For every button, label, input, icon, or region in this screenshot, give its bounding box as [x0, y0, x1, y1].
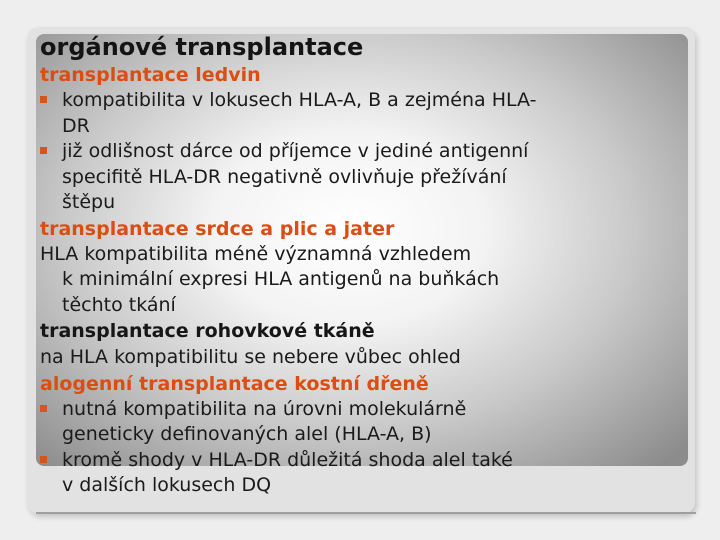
bullet-text-line: geneticky definovaných alel (HLA-A, B)	[62, 423, 432, 445]
bullet-text-line: již odlišnost dárce od příjemce v jediné antigenní	[62, 140, 529, 162]
bullet-text-line: specifitě HLA-DR negativně ovlivňuje přežívání	[62, 165, 507, 188]
body-text-line: na HLA kompatibilitu se nebere vůbec ohled	[40, 346, 461, 368]
square-bullet-icon	[40, 147, 47, 154]
body-text-line: HLA kompatibilita méně významná vzhledem	[40, 242, 472, 265]
bullet-text-line: v dalších lokusech DQ	[62, 474, 272, 496]
body-text-line: těchto tkání	[62, 293, 176, 316]
bullet-text-line: kromě shody v HLA-DR důležitá shoda alel také	[62, 448, 513, 471]
list-item	[40, 397, 700, 448]
list-item	[40, 88, 700, 139]
bullet-text-line: nutná kompatibilita na úrovni molekulárně	[62, 397, 467, 420]
slide-content	[40, 32, 700, 499]
body-text-line: k minimální expresi HLA antigenů na buňkách	[62, 268, 500, 290]
slide-title: orgánové transplantace	[40, 33, 364, 61]
section-heading-kidney: transplantace ledvin	[40, 64, 261, 86]
square-bullet-icon	[40, 405, 47, 412]
section-heading-bone-marrow: alogenní transplantace kostní dřeně	[40, 372, 429, 395]
section-heading-heart-lungs-liver: transplantace srdce a plic a jater	[40, 217, 395, 240]
square-bullet-icon	[40, 456, 47, 463]
bullet-text-line: DR	[62, 114, 90, 137]
square-bullet-icon	[40, 96, 47, 103]
slide-bottom-rule	[36, 512, 696, 514]
list-item	[40, 139, 700, 216]
section-heading-cornea: transplantace rohovkové tkáně	[40, 320, 375, 342]
bullet-text-line: štěpu	[62, 191, 116, 213]
list-item	[40, 448, 700, 499]
bullet-text-line: kompatibilita v lokusech HLA-A, B a zejména HLA-	[62, 89, 537, 111]
